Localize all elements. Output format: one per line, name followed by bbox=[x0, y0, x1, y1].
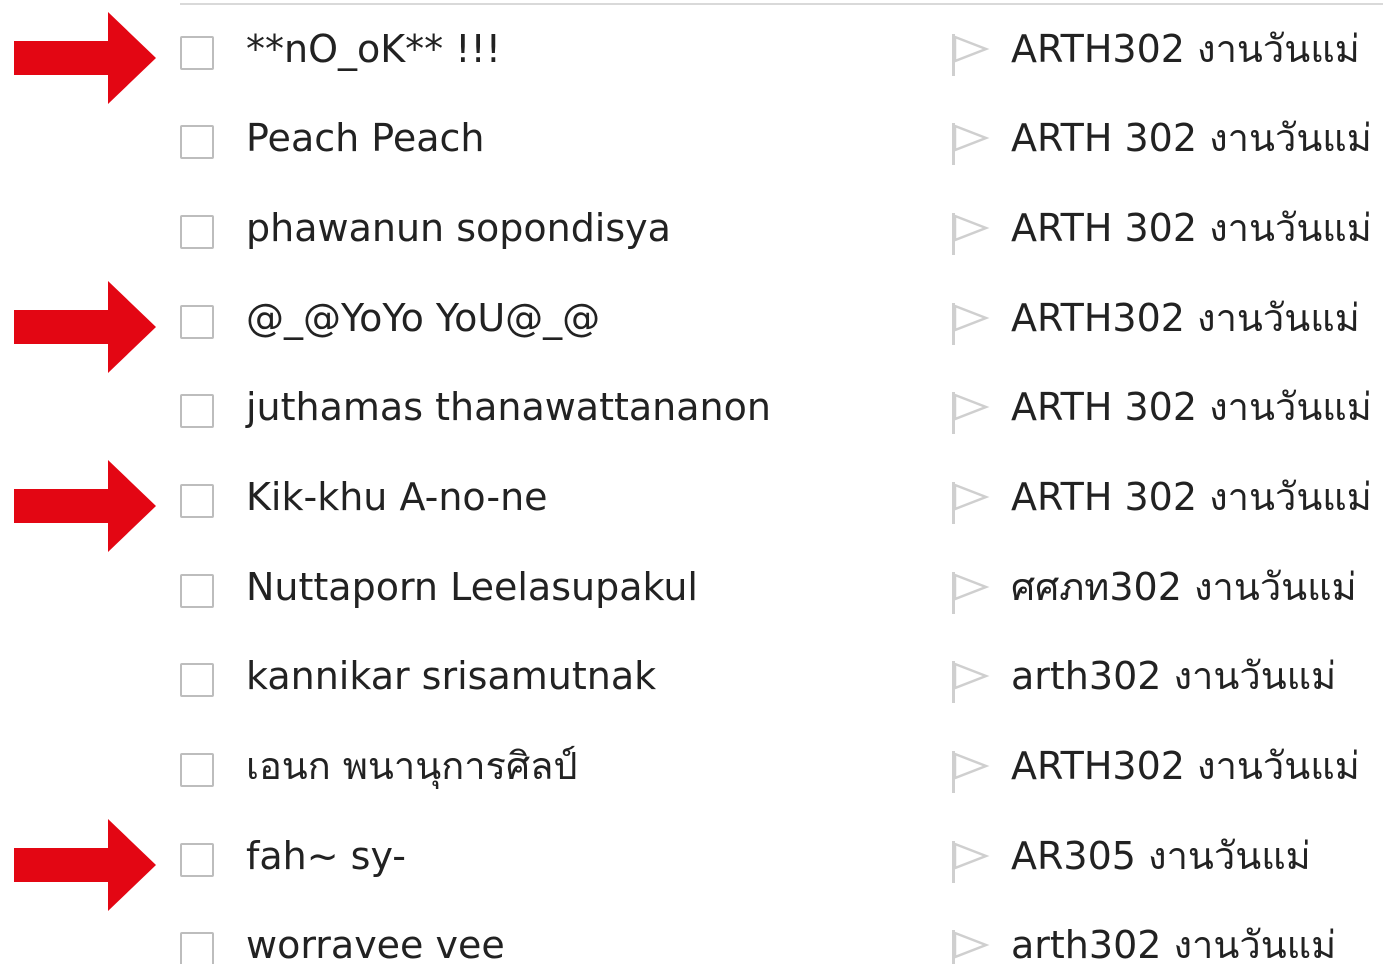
flag-icon[interactable] bbox=[950, 751, 990, 793]
flag-icon[interactable] bbox=[950, 392, 990, 434]
row-checkbox[interactable] bbox=[180, 753, 214, 787]
email-subject: ศศภท302 งานวันแม่ bbox=[1011, 565, 1357, 609]
email-subject: ARTH 302 งานวันแม่ bbox=[1011, 116, 1372, 160]
sender-name: worravee vee bbox=[246, 923, 505, 964]
flag-icon[interactable] bbox=[950, 34, 990, 76]
email-list bbox=[0, 4, 1383, 964]
email-subject: ARTH 302 งานวันแม่ bbox=[1011, 385, 1372, 429]
email-subject: ARTH302 งานวันแม่ bbox=[1011, 27, 1360, 71]
sender-name: @_@YoYo YoU@_@ bbox=[246, 296, 601, 340]
email-row[interactable] bbox=[0, 900, 1383, 964]
row-checkbox[interactable] bbox=[180, 305, 214, 339]
email-row[interactable] bbox=[0, 362, 1383, 452]
sender-name: เอนก พนานุการศิลป์ bbox=[246, 744, 578, 788]
sender-name: kannikar srisamutnak bbox=[246, 654, 657, 698]
flag-icon[interactable] bbox=[950, 841, 990, 883]
red-arrow-annotation-icon bbox=[14, 281, 156, 373]
row-checkbox[interactable] bbox=[180, 663, 214, 697]
email-row[interactable] bbox=[0, 183, 1383, 273]
row-checkbox[interactable] bbox=[180, 843, 214, 877]
sender-name: juthamas thanawattananon bbox=[246, 385, 771, 429]
row-checkbox[interactable] bbox=[180, 394, 214, 428]
email-subject: ARTH 302 งานวันแม่ bbox=[1011, 206, 1372, 250]
red-arrow-annotation-icon bbox=[14, 819, 156, 911]
flag-icon[interactable] bbox=[950, 213, 990, 255]
email-row[interactable] bbox=[0, 4, 1383, 94]
email-subject: ARTH302 งานวันแม่ bbox=[1011, 744, 1360, 788]
email-row[interactable] bbox=[0, 811, 1383, 901]
email-row[interactable] bbox=[0, 631, 1383, 721]
email-subject: ARTH 302 งานวันแม่ bbox=[1011, 475, 1372, 519]
sender-name: fah~ sy- bbox=[246, 834, 406, 878]
row-checkbox[interactable] bbox=[180, 36, 214, 70]
email-row[interactable] bbox=[0, 93, 1383, 183]
email-row[interactable] bbox=[0, 542, 1383, 632]
email-row[interactable] bbox=[0, 452, 1383, 542]
flag-icon[interactable] bbox=[950, 661, 990, 703]
row-checkbox[interactable] bbox=[180, 932, 214, 964]
sender-name: Kik-khu A-no-ne bbox=[246, 475, 548, 519]
flag-icon[interactable] bbox=[950, 572, 990, 614]
email-subject: AR305 งานวันแม่ bbox=[1011, 834, 1311, 878]
email-subject: arth302 งานวันแม่ bbox=[1011, 923, 1337, 964]
sender-name: Peach Peach bbox=[246, 116, 485, 160]
email-subject: ARTH302 งานวันแม่ bbox=[1011, 296, 1360, 340]
red-arrow-annotation-icon bbox=[14, 460, 156, 552]
email-row[interactable] bbox=[0, 721, 1383, 811]
sender-name: **nO_oK** !!! bbox=[246, 27, 501, 71]
sender-name: Nuttaporn Leelasupakul bbox=[246, 565, 698, 609]
flag-icon[interactable] bbox=[950, 123, 990, 165]
flag-icon[interactable] bbox=[950, 930, 990, 964]
red-arrow-annotation-icon bbox=[14, 12, 156, 104]
row-checkbox[interactable] bbox=[180, 125, 214, 159]
row-checkbox[interactable] bbox=[180, 215, 214, 249]
row-checkbox[interactable] bbox=[180, 484, 214, 518]
sender-name: phawanun sopondisya bbox=[246, 206, 671, 250]
flag-icon[interactable] bbox=[950, 303, 990, 345]
row-checkbox[interactable] bbox=[180, 574, 214, 608]
email-subject: arth302 งานวันแม่ bbox=[1011, 654, 1337, 698]
flag-icon[interactable] bbox=[950, 482, 990, 524]
email-row[interactable] bbox=[0, 273, 1383, 363]
